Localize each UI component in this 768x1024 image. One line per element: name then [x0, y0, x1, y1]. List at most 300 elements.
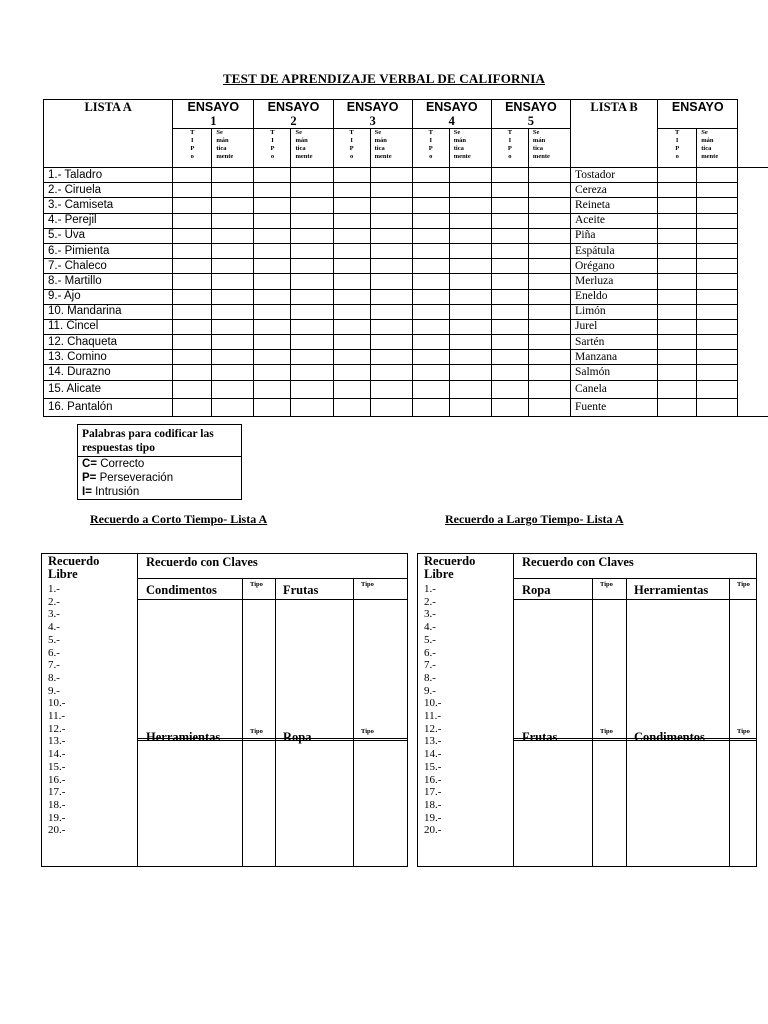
word-row [44, 350, 768, 365]
tipo-letter: o [270, 153, 275, 160]
tipo-label: Tipo [250, 728, 263, 735]
answer-cell [173, 183, 212, 198]
answer-cell [697, 198, 738, 213]
long-term-title: Recuerdo a Largo Tiempo- Lista A [445, 512, 624, 526]
semantica-subheader [291, 129, 333, 168]
answer-cell [528, 350, 570, 365]
answer-cell [491, 259, 528, 274]
answer-cell [291, 289, 333, 304]
tipo-letter: P [349, 145, 354, 152]
answer-cell [370, 183, 412, 198]
answer-cell [370, 319, 412, 334]
recall-number: 3.- [424, 608, 436, 621]
ensayo-number: 4 [448, 114, 455, 128]
grid-line [729, 579, 730, 866]
tipo-letter: T [428, 129, 433, 136]
answer-cell [173, 259, 212, 274]
answer-cell [291, 183, 333, 198]
code-row [78, 471, 241, 485]
word-row [44, 168, 768, 183]
answer-cell [173, 365, 212, 380]
grid-line [514, 599, 756, 600]
answer-cell [697, 259, 738, 274]
ensayo-number: 2 [290, 114, 297, 128]
grid-line [138, 599, 407, 600]
semantica-word: mente [216, 153, 234, 160]
free-recall-label: Recuerdo Libre [424, 554, 476, 581]
recall-number: 14.- [48, 748, 66, 761]
lista-b-word: Jurel [570, 319, 657, 334]
answer-cell [254, 228, 291, 243]
answer-cell [254, 398, 291, 416]
lista-b-word: Fuente [570, 398, 657, 416]
answer-cell [370, 304, 412, 319]
answer-cell [370, 228, 412, 243]
lista-a-header: LISTA A [44, 100, 173, 168]
answer-cell [697, 350, 738, 365]
recall-number: 8.- [48, 671, 60, 684]
lista-b-word: Tostador [570, 168, 657, 183]
ensayo-header [412, 100, 491, 129]
answer-cell [212, 350, 254, 365]
answer-cell [491, 183, 528, 198]
lista-a-word: 11. Cincel [44, 319, 173, 334]
blank-cell [738, 365, 768, 380]
answer-cell [333, 183, 370, 198]
recall-number: 17.- [424, 786, 442, 799]
answer-cell [449, 319, 491, 334]
category-label: Frutas [522, 730, 558, 744]
tipo-letter: T [675, 129, 680, 136]
semantica-word: mente [374, 153, 392, 160]
cued-recall-grid [514, 578, 756, 866]
answer-cell [333, 243, 370, 258]
tipo-label: Tipo [600, 728, 613, 735]
lista-b-word: Merluza [570, 274, 657, 289]
answer-cell [212, 243, 254, 258]
answer-cell [658, 168, 697, 183]
answer-cell [173, 335, 212, 350]
cued-recall-label: Recuerdo con Claves [146, 555, 258, 569]
answer-cell [412, 365, 449, 380]
free-recall-numbers [42, 583, 137, 837]
answer-cell [449, 183, 491, 198]
semantica-word: mán [216, 137, 229, 144]
answer-cell [528, 243, 570, 258]
answer-cell [333, 365, 370, 380]
answer-cell [658, 304, 697, 319]
ensayo-label: ENSAYO [505, 100, 557, 114]
answer-cell [212, 228, 254, 243]
answer-cell [333, 335, 370, 350]
answer-cell [212, 289, 254, 304]
recall-number: 10.- [48, 697, 66, 710]
answer-cell [254, 198, 291, 213]
answer-cell [449, 398, 491, 416]
grid-line [353, 579, 354, 866]
semantica-word: mente [453, 153, 471, 160]
answer-cell [291, 365, 333, 380]
grid-line [275, 579, 276, 866]
tipo-letter: P [190, 145, 195, 152]
semantica-word: tica [453, 145, 464, 152]
recall-number: 18.- [48, 798, 66, 811]
answer-cell [658, 335, 697, 350]
word-list-table [43, 99, 768, 417]
answer-cell [370, 398, 412, 416]
semantica-word: Se [295, 129, 302, 136]
grid-line [242, 579, 243, 866]
tipo-letter: P [270, 145, 275, 152]
recall-number: 17.- [48, 786, 66, 799]
answer-cell [212, 183, 254, 198]
semantica-word: mente [532, 153, 550, 160]
answer-cell [212, 365, 254, 380]
answer-cell [212, 198, 254, 213]
page-title: TEST DE APRENDIZAJE VERBAL DE CALIFORNIA [222, 71, 546, 86]
answer-cell [173, 213, 212, 228]
answer-cell [449, 380, 491, 398]
recall-number: 12.- [48, 722, 66, 735]
answer-cell [491, 335, 528, 350]
answer-cell [412, 319, 449, 334]
lista-a-word: 2.- Ciruela [44, 183, 173, 198]
recall-number: 5.- [424, 633, 436, 646]
tipo-subheader [254, 129, 291, 168]
semantica-word: mán [295, 137, 308, 144]
semantica-word: mente [701, 153, 719, 160]
lista-b-word: Limón [570, 304, 657, 319]
semantica-word: Se [374, 129, 382, 136]
answer-cell [173, 350, 212, 365]
ensayo-header [254, 100, 333, 129]
lista-a-word: 13. Comino [44, 350, 173, 365]
tipo-letter: o [349, 153, 354, 160]
ensayo-label: ENSAYO [425, 100, 478, 114]
semantica-word: mán [701, 137, 714, 144]
lista-a-word: 5.- Uva [44, 228, 173, 243]
lista-a-word: 12. Chaqueta [44, 335, 173, 350]
answer-cell [333, 198, 370, 213]
answer-cell [291, 228, 333, 243]
lista-b-word: Espátula [570, 243, 657, 258]
answer-cell [333, 168, 370, 183]
answer-cell [491, 274, 528, 289]
answer-cell [697, 380, 738, 398]
answer-cell [254, 380, 291, 398]
answer-cell [697, 319, 738, 334]
answer-cell [212, 304, 254, 319]
answer-cell [173, 304, 212, 319]
codes-header: Palabras para codificar las respuestas tipo [78, 425, 241, 457]
tipo-subheader [173, 129, 212, 168]
answer-cell [291, 198, 333, 213]
answer-cell [333, 380, 370, 398]
answer-cell [658, 380, 697, 398]
answer-cell [697, 289, 738, 304]
answer-cell [697, 398, 738, 416]
semantica-word: Se [532, 129, 540, 136]
semantica-subheader [212, 129, 254, 168]
tipo-letter: T [190, 129, 195, 136]
answer-cell [254, 319, 291, 334]
answer-cell [491, 319, 528, 334]
answer-cell [370, 350, 412, 365]
lista-a-word: 8.- Martillo [44, 274, 173, 289]
answer-cell [528, 319, 570, 334]
answer-cell [697, 168, 738, 183]
blank-cell [738, 213, 768, 228]
answer-cell [254, 289, 291, 304]
semantica-word: tica [374, 145, 385, 152]
ensayo-label: ENSAYO [671, 100, 724, 114]
free-recall-label: Recuerdo Libre [48, 554, 100, 581]
blank-cell [738, 398, 768, 416]
answer-cell [528, 304, 570, 319]
answer-cell [449, 350, 491, 365]
semantica-subheader [697, 129, 738, 168]
response-codes-box [77, 424, 242, 500]
answer-cell [491, 289, 528, 304]
semantica-word: Se [453, 129, 461, 136]
answer-cell [449, 335, 491, 350]
word-row [44, 198, 768, 213]
answer-cell [697, 335, 738, 350]
tipo-subheader [658, 129, 697, 168]
answer-cell [254, 259, 291, 274]
lista-a-word: 3.- Camiseta [44, 198, 173, 213]
lista-a-word: 15. Alicate [44, 380, 173, 398]
answer-cell [449, 228, 491, 243]
semantica-word: mán [374, 137, 387, 144]
semantica-word: tica [701, 145, 712, 152]
code-value: Perseveración [96, 472, 174, 484]
long-term-recall-box [417, 553, 757, 867]
answer-cell [658, 259, 697, 274]
recall-number: 4.- [424, 621, 436, 634]
tipo-letter: I [350, 137, 353, 144]
answer-cell [333, 319, 370, 334]
answer-cell [491, 168, 528, 183]
word-row [44, 274, 768, 289]
answer-cell [658, 398, 697, 416]
answer-cell [491, 304, 528, 319]
tipo-label: Tipo [737, 728, 750, 735]
semantica-word: tica [532, 145, 544, 152]
recall-number: 1.- [48, 583, 60, 595]
word-row [44, 335, 768, 350]
answer-cell [697, 274, 738, 289]
answer-cell [254, 365, 291, 380]
answer-cell [412, 228, 449, 243]
lista-b-word: Eneldo [570, 289, 657, 304]
answer-cell [697, 213, 738, 228]
recall-number: 16.- [48, 773, 66, 786]
category-label: Condimentos [146, 583, 217, 597]
answer-cell [658, 183, 697, 198]
answer-cell [412, 243, 449, 258]
answer-cell [449, 274, 491, 289]
answer-cell [491, 198, 528, 213]
answer-cell [212, 274, 254, 289]
recall-number: 10.- [424, 697, 442, 710]
answer-cell [491, 380, 528, 398]
answer-cell [449, 365, 491, 380]
answer-cell [658, 350, 697, 365]
recall-number: 13.- [48, 735, 66, 748]
answer-cell [528, 274, 570, 289]
answer-cell [370, 198, 412, 213]
lista-b-word: Aceite [570, 213, 657, 228]
recall-number: 16.- [424, 773, 442, 786]
answer-cell [412, 274, 449, 289]
ensayo-number: 1 [210, 114, 217, 128]
semantica-word: mente [295, 153, 313, 160]
tipo-letter: T [349, 129, 354, 136]
blank-cell [738, 183, 768, 198]
word-row [44, 183, 768, 198]
tipo-label: Tipo [361, 728, 374, 735]
answer-cell [212, 213, 254, 228]
lista-b-word: Piña [570, 228, 657, 243]
code-value: Correcto [97, 458, 145, 470]
blank-cell [738, 168, 768, 183]
word-row [44, 380, 768, 398]
blank-cell [738, 350, 768, 365]
answer-cell [291, 335, 333, 350]
answer-cell [173, 319, 212, 334]
ensayo-header [333, 100, 412, 129]
answer-cell [291, 398, 333, 416]
tipo-label: Tipo [600, 581, 613, 588]
answer-cell [333, 259, 370, 274]
answer-cell [528, 259, 570, 274]
free-recall-numbers [418, 583, 513, 837]
ensayo-label: ENSAYO [346, 100, 399, 114]
answer-cell [291, 259, 333, 274]
answer-cell [658, 289, 697, 304]
answer-cell [697, 228, 738, 243]
code-row [78, 457, 241, 471]
semantica-word: tica [216, 145, 227, 152]
answer-cell [173, 243, 212, 258]
answer-cell [528, 365, 570, 380]
grid-line [626, 579, 627, 866]
answer-cell [333, 213, 370, 228]
tipo-letter: I [508, 137, 512, 144]
semantica-subheader [449, 129, 491, 168]
answer-cell [449, 259, 491, 274]
answer-cell [254, 350, 291, 365]
answer-cell [412, 259, 449, 274]
answer-cell [212, 380, 254, 398]
answer-cell [370, 335, 412, 350]
lista-b-word: Manzana [570, 350, 657, 365]
lista-b-word: Salmón [570, 365, 657, 380]
answer-cell [491, 365, 528, 380]
answer-cell [412, 183, 449, 198]
free-recall-column [42, 554, 138, 866]
tipo-subheader [491, 129, 528, 168]
answer-cell [370, 365, 412, 380]
ensayo-header [658, 100, 738, 129]
answer-cell [412, 335, 449, 350]
cued-recall-label: Recuerdo con Claves [522, 555, 634, 569]
answer-cell [412, 213, 449, 228]
answer-cell [528, 213, 570, 228]
answer-cell [697, 365, 738, 380]
answer-cell [528, 183, 570, 198]
semantica-subheader [528, 129, 570, 168]
lista-a-word: 4.- Perejil [44, 213, 173, 228]
category-label: Herramientas [634, 583, 709, 597]
recall-number: 9.- [424, 684, 436, 697]
lista-b-word: Reineta [570, 198, 657, 213]
recall-number: 15.- [48, 760, 66, 773]
blank-cell [738, 243, 768, 258]
answer-cell [412, 168, 449, 183]
word-row [44, 259, 768, 274]
category-label: Frutas [283, 583, 319, 597]
answer-cell [412, 380, 449, 398]
answer-cell [254, 168, 291, 183]
answer-cell [212, 319, 254, 334]
tipo-letter: T [507, 129, 513, 136]
tipo-label: Tipo [737, 581, 750, 588]
recall-number: 4.- [48, 621, 60, 634]
recall-number: 7.- [48, 659, 60, 672]
answer-cell [412, 398, 449, 416]
answer-cell [254, 274, 291, 289]
answer-cell [212, 335, 254, 350]
blank-cell [738, 380, 768, 398]
answer-cell [333, 350, 370, 365]
semantica-word: Se [216, 129, 223, 136]
answer-cell [449, 198, 491, 213]
recall-number: 19.- [424, 811, 442, 824]
answer-cell [370, 289, 412, 304]
answer-cell [370, 259, 412, 274]
tipo-letter: T [270, 129, 275, 136]
semantica-word: mán [532, 137, 546, 144]
answer-cell [658, 243, 697, 258]
semantica-subheader [370, 129, 412, 168]
recall-number: 18.- [424, 798, 442, 811]
semantica-word: tica [295, 145, 306, 152]
blank-cell [738, 259, 768, 274]
word-row [44, 228, 768, 243]
answer-cell [658, 213, 697, 228]
recall-number: 6.- [48, 646, 60, 659]
recall-number: 8.- [424, 671, 436, 684]
answer-cell [528, 289, 570, 304]
tipo-letter: I [429, 137, 432, 144]
tipo-label: Tipo [361, 581, 374, 588]
semantica-word: mán [453, 137, 467, 144]
code-row [78, 485, 241, 499]
answer-cell [254, 243, 291, 258]
answer-cell [528, 198, 570, 213]
tipo-letter: P [675, 145, 680, 152]
answer-cell [412, 304, 449, 319]
ensayo-label: ENSAYO [267, 100, 320, 114]
answer-cell [333, 289, 370, 304]
answer-cell [254, 213, 291, 228]
answer-cell [173, 398, 212, 416]
lista-a-word: 1.- Taladro [44, 168, 173, 183]
answer-cell [254, 304, 291, 319]
answer-cell [291, 243, 333, 258]
